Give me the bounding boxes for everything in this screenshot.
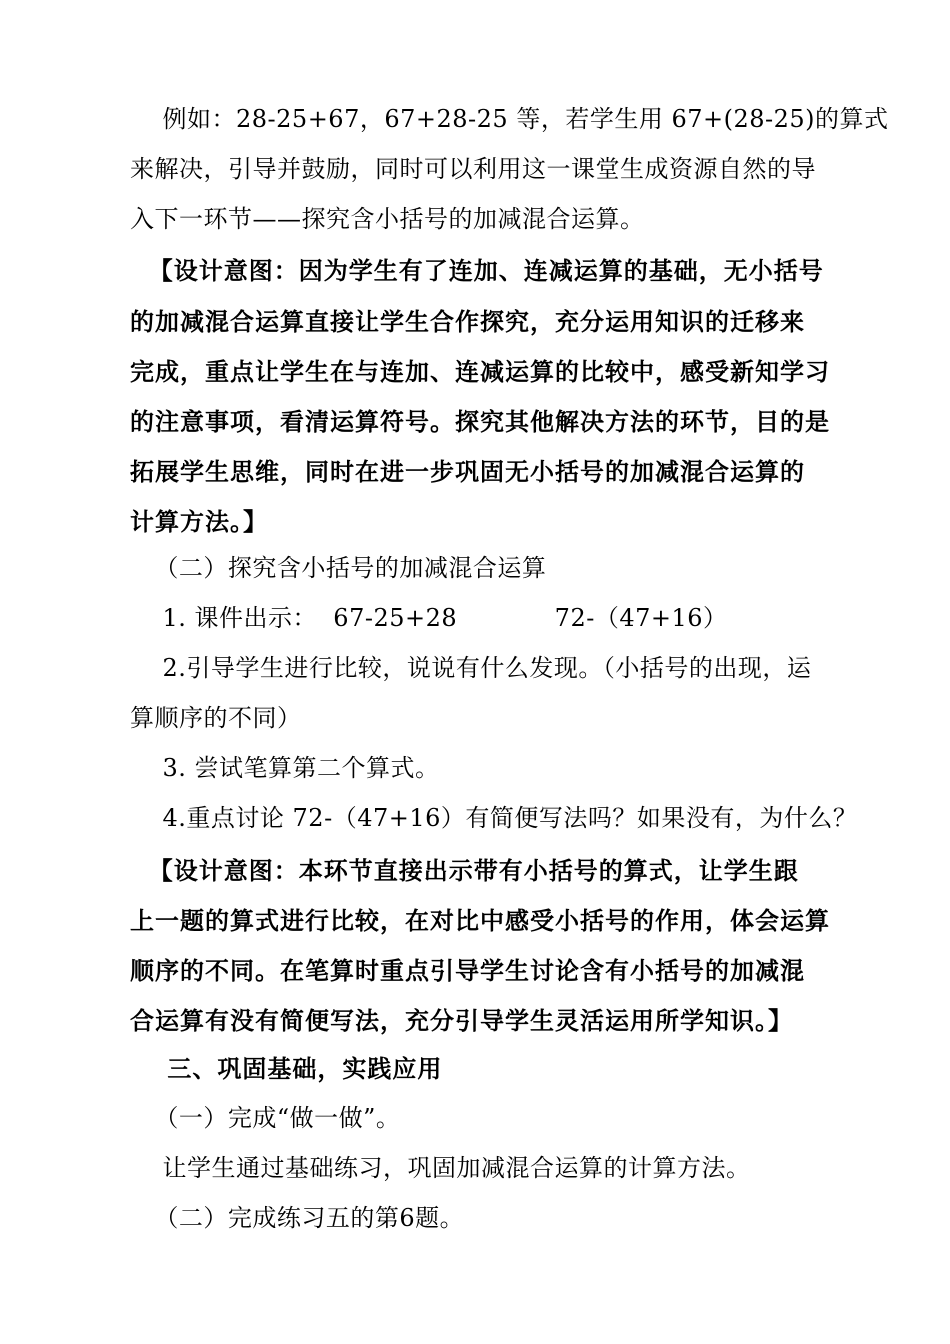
paragraph-line: 来解决，引导并鼓励，同时可以利用这一课堂生成资源自然的导 bbox=[130, 155, 816, 183]
design-intent-line: 【设计意图：因为学生有了连加、连减运算的基础，无小括号 bbox=[130, 256, 824, 285]
paragraph-line: 例如：28-25+67，67+28-25 等，若学生用 67+(28-25)的算式 bbox=[130, 105, 889, 133]
list-item: 4.重点讨论 72-（47+16）有简便写法吗？如果没有，为什么？ bbox=[130, 804, 858, 832]
list-item: 2.引导学生进行比较，说说有什么发现。（小括号的出现，运 bbox=[130, 654, 812, 682]
design-intent-line: 【设计意图：本环节直接出示带有小括号的算式，让学生跟 bbox=[130, 856, 799, 885]
design-intent-line: 计算方法。】 bbox=[130, 507, 268, 536]
section-heading: （二）探究含小括号的加减混合运算 bbox=[130, 554, 547, 582]
section-heading: （二）完成练习五的第6题。 bbox=[130, 1204, 465, 1232]
paragraph-line: 让学生通过基础练习，巩固加减混合运算的计算方法。 bbox=[130, 1154, 751, 1182]
design-intent-line: 顺序的不同。在笔算时重点引导学生讨论含有小括号的加减混 bbox=[130, 956, 805, 985]
paragraph-line: 入下一环节——探究含小括号的加减混合运算。 bbox=[130, 205, 645, 233]
list-item: 1. 课件出示： 67-25+28 72-（47+16） bbox=[130, 604, 728, 632]
design-intent-line: 拓展学生思维，同时在进一步巩固无小括号的加减混合运算的 bbox=[130, 457, 805, 486]
design-intent-line: 的加减混合运算直接让学生合作探究，充分运用知识的迁移来 bbox=[130, 307, 805, 336]
design-intent-line: 合运算有没有简便写法，充分引导学生灵活运用所学知识。】 bbox=[130, 1006, 793, 1035]
design-intent-line: 完成，重点让学生在与连加、连减运算的比较中，感受新知学习 bbox=[130, 357, 830, 386]
design-intent-line: 上一题的算式进行比较，在对比中感受小括号的作用，体会运算 bbox=[130, 906, 830, 935]
section-heading: （一）完成“做一做”。 bbox=[130, 1104, 401, 1132]
list-item: 3. 尝试笔算第二个算式。 bbox=[130, 754, 440, 782]
section-heading: 三、巩固基础，实践应用 bbox=[130, 1054, 443, 1083]
paragraph-line: 算顺序的不同） bbox=[130, 704, 302, 732]
design-intent-line: 的注意事项，看清运算符号。探究其他解决方法的环节，目的是 bbox=[130, 407, 830, 436]
